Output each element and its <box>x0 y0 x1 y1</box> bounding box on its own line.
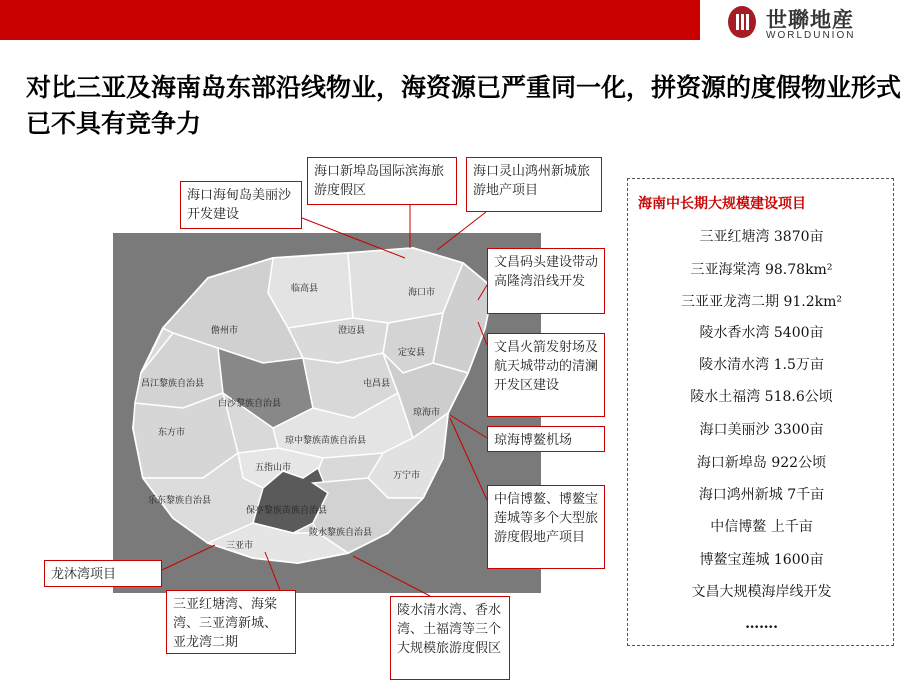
project-item: ……. <box>745 616 778 632</box>
callout-sanya-bays <box>166 590 296 654</box>
callout-rocket <box>487 333 605 417</box>
map-label-dongfang: 东方市 <box>158 428 186 438</box>
map-label-tunchang: 屯昌县 <box>363 379 391 389</box>
map-label-wanning: 万宁市 <box>393 471 421 481</box>
map-label-baisha: 白沙黎族自治县 <box>218 399 282 409</box>
callout-rocket-text: 文昌火箭发射场及航天城带动的清澜开发区建设 <box>494 340 599 393</box>
callout-matou <box>487 248 605 314</box>
callout-meilisha-text: 海口海甸岛美丽沙开发建设 <box>187 188 292 222</box>
callout-lingshui-bays-text: 陵水清水湾、香水湾、土福湾等三个大规模旅游度假区 <box>397 603 502 656</box>
callout-lingshan <box>466 157 602 212</box>
project-item: 三亚红塘湾 3870亩 <box>699 229 824 245</box>
map-label-haikou: 海口市 <box>408 288 436 298</box>
project-item: 陵水清水湾 1.5万亩 <box>699 357 824 373</box>
map-label-qiongzhong: 琼中黎族苗族自治县 <box>285 436 367 446</box>
project-item: 海口新埠岛 922公顷 <box>696 455 827 471</box>
callout-sanya-bays-text: 三亚红塘湾、海棠湾、三亚湾新城、亚龙湾二期 <box>173 597 278 650</box>
callout-airport-text: 琼海博鳌机场 <box>494 433 573 448</box>
map-label-wuzhishan: 五指山市 <box>255 463 292 473</box>
map-label-danzhou: 儋州市 <box>211 326 239 336</box>
map-label-changjiang: 昌江黎族自治县 <box>141 379 205 389</box>
callout-boao-text: 中信博鳌、博鳌宝莲城等多个大型旅游度假地产项目 <box>494 492 599 545</box>
brand-name-en: WORLDUNION <box>766 30 856 41</box>
callout-xinbu <box>307 157 457 205</box>
map-label-lingshui: 陵水黎族自治县 <box>309 528 373 538</box>
map-label-baoting: 保亭黎族苗族自治县 <box>246 506 328 516</box>
brand-name-cn: 世聯地産 <box>766 7 854 32</box>
map-label-lingao: 临高县 <box>291 284 319 294</box>
projects-panel-title: 海南中长期大规模建设项目 <box>638 196 806 212</box>
map-label-sanya: 三亚市 <box>226 541 254 551</box>
project-item: 陵水土福湾 518.6公顷 <box>690 389 833 405</box>
project-item: 中信博鳌 上千亩 <box>710 519 813 535</box>
map-label-qionghai: 琼海市 <box>413 408 441 418</box>
projects-panel <box>627 178 894 646</box>
project-item: 陵水香水湾 5400亩 <box>699 325 824 341</box>
callout-lingshui-bays <box>390 596 510 680</box>
callout-longmu-text: 龙沐湾项目 <box>51 567 117 582</box>
slide-title: 对比三亚及海南岛东部沿线物业，海资源已严重同一化，拼资源的度假物业形式已不具有竞争力 <box>26 73 902 138</box>
map-label-ledong: 乐东黎族自治县 <box>148 496 212 506</box>
project-item: 博鳌宝莲城 1600亩 <box>699 552 824 568</box>
callout-matou-text: 文昌码头建设带动高隆湾沿线开发 <box>494 255 599 289</box>
callout-boao <box>487 485 605 569</box>
callout-meilisha <box>180 181 302 229</box>
project-item: 海口美丽沙 3300亩 <box>699 422 824 438</box>
callout-airport <box>487 426 605 452</box>
callout-longmu <box>44 560 162 587</box>
project-item: 三亚海棠湾 98.78km² <box>690 262 833 278</box>
callout-xinbu-text: 海口新埠岛国际滨海旅游度假区 <box>314 164 445 198</box>
map-label-chengmai: 澄迈县 <box>338 326 366 336</box>
callout-lingshan-text: 海口灵山鸿州新城旅游地产项目 <box>473 164 591 198</box>
project-item: 海口鸿州新城 7千亩 <box>698 487 825 503</box>
project-item: 文昌大规模海岸线开发 <box>691 584 832 600</box>
project-item: 三亚亚龙湾二期 91.2km² <box>681 294 842 310</box>
map-label-dingan: 定安县 <box>398 348 426 358</box>
